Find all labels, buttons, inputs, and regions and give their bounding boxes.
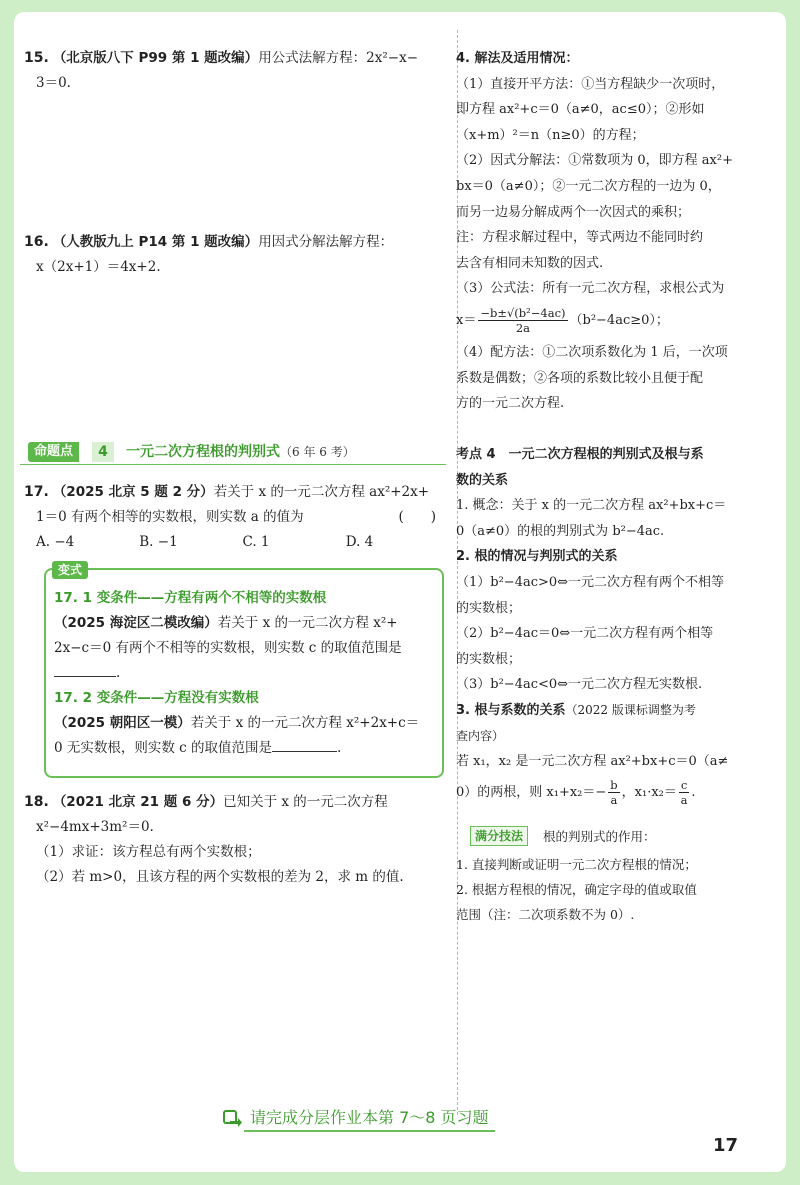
quadratic-formula bbox=[456, 302, 758, 340]
topic-number: 4 bbox=[92, 442, 114, 462]
tip-content bbox=[456, 852, 758, 927]
answer-blank[interactable] bbox=[54, 662, 116, 677]
question-text-line2: 1＝0 有两个相等的实数根，则实数 a 的值为 bbox=[36, 509, 304, 525]
frac-2-den: a bbox=[680, 793, 688, 808]
question-text-cont: 3＝0. bbox=[36, 75, 71, 91]
option-c[interactable]: C. 1 bbox=[242, 534, 270, 550]
question-text: 用因式分解法解方程： bbox=[258, 234, 394, 250]
variant-1-head: 17. 1 变条件——方程有两个不相等的实数根 bbox=[54, 590, 327, 606]
tip-tag: 满分技法 bbox=[470, 826, 528, 846]
question-source: （2025 北京 5 题 2 分） bbox=[52, 484, 214, 500]
vieta-formula bbox=[456, 775, 758, 811]
relation-2: （2）b²−4ac＝0⇔一元二次方程有两个相等 bbox=[456, 626, 714, 642]
formula-fraction bbox=[478, 306, 567, 335]
variant-1-text-cont: 2x−c＝0 有两个不相等的实数根，则实数 c 的取值范围是 bbox=[54, 640, 402, 656]
relation-1-cont: 的实数根； bbox=[456, 600, 522, 616]
variant-1-source: （2025 海淀区二模改编） bbox=[54, 615, 218, 631]
variant-2-text-cont: 0 无实数根，则实数 c 的取值范围是 bbox=[54, 740, 273, 756]
vieta-note: （2022 版课标调整为考 bbox=[565, 702, 696, 717]
method-4-cont: 系数是偶数；②各项的系数比较小且便于配 bbox=[456, 370, 704, 386]
frac-1-num: b bbox=[610, 778, 618, 793]
vieta-frac-2 bbox=[679, 778, 689, 807]
vieta-product: ，x₁·x₂＝ bbox=[621, 784, 677, 800]
kaodian-4 bbox=[456, 442, 758, 811]
method-2-note: 注：方程求解过程中，等式两边不能同时约 bbox=[456, 230, 704, 246]
topic-title bbox=[126, 442, 355, 462]
topic-tag: 命题点 bbox=[28, 442, 79, 462]
topic-subtitle: （6 年 6 考） bbox=[280, 445, 355, 459]
question-18 bbox=[24, 790, 449, 890]
vieta-sum: 0）的两根，则 x₁+x₂＝− bbox=[456, 784, 607, 800]
relation-1: （1）b²−4ac>0⇔一元二次方程有两个不相等 bbox=[456, 574, 725, 590]
variant-1-end: . bbox=[116, 665, 121, 681]
formula-numerator: −b±√(b²−4ac) bbox=[480, 306, 566, 321]
relation-head: 2. 根的情况与判别式的关系 bbox=[456, 549, 618, 565]
vieta-note-cont: 查内容） bbox=[456, 728, 505, 743]
variant-content bbox=[54, 586, 434, 761]
tip-2: 2. 根据方程根的情况，确定字母的值或取值 bbox=[456, 882, 697, 897]
method-2-cont: bx＝0（a≠0）；②一元二次方程的一边为 0， bbox=[456, 178, 721, 194]
variant-2-source: （2025 朝阳区一模） bbox=[54, 715, 191, 731]
question-part-2: （2）若 m>0，且该方程的两个实数根的差为 2，求 m 的值. bbox=[36, 869, 404, 885]
method-3: （3）公式法：所有一元二次方程，求根公式为 bbox=[456, 281, 725, 297]
method-1-cont2: （x+m）²＝n（n≥0）的方程； bbox=[456, 127, 645, 143]
vieta-head: 3. 根与系数的关系 bbox=[456, 702, 566, 718]
vieta-text: 若 x₁，x₂ 是一元二次方程 ax²+bx+c＝0（a≠ bbox=[456, 754, 729, 770]
kaodian-head-cont: 数的关系 bbox=[456, 472, 509, 488]
options bbox=[24, 530, 449, 555]
frac-1-den: a bbox=[610, 793, 618, 808]
question-part-1: （1）求证：该方程总有两个实数根； bbox=[36, 844, 261, 860]
vieta-end: . bbox=[691, 784, 696, 800]
question-number: 18. bbox=[24, 794, 49, 810]
question-source: （人教版九上 P14 第 1 题改编） bbox=[52, 234, 259, 250]
answer-blank[interactable] bbox=[272, 737, 337, 752]
tip-2-cont: 范围（注：二次项系数不为 0）. bbox=[456, 907, 635, 922]
question-text-cont: x²−4mx+3m²＝0. bbox=[36, 819, 154, 835]
question-number: 16. bbox=[24, 234, 49, 250]
question-number: 17. bbox=[24, 484, 49, 500]
method-4-cont2: 方的一元二次方程. bbox=[456, 396, 565, 412]
homework-link[interactable] bbox=[222, 1105, 495, 1132]
tip-1: 1. 直接判断或证明一元二次方程根的情况； bbox=[456, 857, 697, 872]
method-4: （4）配方法：①二次项系数化为 1 后，一次项 bbox=[456, 344, 728, 360]
topic-header bbox=[20, 440, 446, 465]
answer-paren: ( ) bbox=[398, 509, 436, 525]
option-d[interactable]: D. 4 bbox=[345, 534, 374, 550]
section-head: 4. 解法及适用情况： bbox=[456, 51, 579, 66]
method-2-cont2: 而另一边易分解成两个一次因式的乘积； bbox=[456, 204, 691, 220]
variant-2-text: 若关于 x 的一元二次方程 x²+2x+c＝ bbox=[190, 715, 420, 731]
question-text: 已知关于 x 的一元二次方程 bbox=[223, 794, 388, 810]
topic-title-text: 一元二次方程根的判别式 bbox=[126, 444, 280, 460]
tip-head: 根的判别式的作用： bbox=[543, 829, 656, 844]
question-text: 用公式法解方程：2x²−x− bbox=[258, 50, 419, 66]
option-b[interactable]: B. −1 bbox=[139, 534, 178, 550]
question-text: 若关于 x 的一元二次方程 ax²+2x+ bbox=[213, 484, 430, 500]
question-16 bbox=[24, 230, 449, 280]
homework-text: 请完成分层作业本第 7～8 页习题 bbox=[244, 1105, 495, 1132]
question-source: （2021 北京 21 题 6 分） bbox=[52, 794, 224, 810]
formula-lhs: x＝ bbox=[456, 313, 477, 329]
variant-2-head: 17. 2 变条件——方程没有实数根 bbox=[54, 690, 259, 706]
concept-cont: 0（a≠0）的根的判别式为 b²−4ac. bbox=[456, 523, 665, 539]
vieta-frac-1 bbox=[608, 778, 619, 807]
question-15 bbox=[24, 46, 449, 96]
question-text-cont: x（2x+1）＝4x+2. bbox=[36, 259, 161, 275]
formula-denominator: 2a bbox=[515, 321, 531, 336]
method-1-cont: 即方程 ax²+c＝0（a≠0，ac≤0）；②形如 bbox=[456, 102, 705, 118]
formula-condition: （b²−4ac≥0）； bbox=[569, 313, 669, 329]
question-number: 15. bbox=[24, 50, 49, 66]
variant-1-text: 若关于 x 的一元二次方程 x²+ bbox=[217, 615, 398, 631]
page-number: 17 bbox=[713, 1135, 739, 1156]
kaodian-head: 考点 4 一元二次方程根的判别式及根与系 bbox=[456, 447, 704, 462]
method-2: （2）因式分解法：①常数项为 0，即方程 ax²+ bbox=[456, 153, 733, 169]
question-17 bbox=[24, 480, 449, 555]
method-1: （1）直接开平方法：①当方程缺少一次项时， bbox=[456, 76, 725, 92]
variant-2-end: . bbox=[337, 740, 342, 756]
frac-2-num: c bbox=[680, 778, 688, 793]
question-text-cont bbox=[24, 505, 436, 530]
method-2-note-cont: 去含有相同未知数的因式. bbox=[456, 255, 604, 271]
arrow-box-icon bbox=[222, 1109, 244, 1129]
relation-2-cont: 的实数根； bbox=[456, 651, 522, 667]
relation-3: （3）b²−4ac<0⇔一元二次方程无实数根. bbox=[456, 677, 703, 693]
option-a[interactable]: A. −4 bbox=[36, 534, 75, 550]
variant-tag: 变式 bbox=[52, 561, 88, 579]
concept: 1. 概念：关于 x 的一元二次方程 ax²+bx+c＝ bbox=[456, 498, 727, 514]
question-source: （北京版八下 P99 第 1 题改编） bbox=[52, 50, 259, 66]
methods-section bbox=[456, 46, 758, 417]
